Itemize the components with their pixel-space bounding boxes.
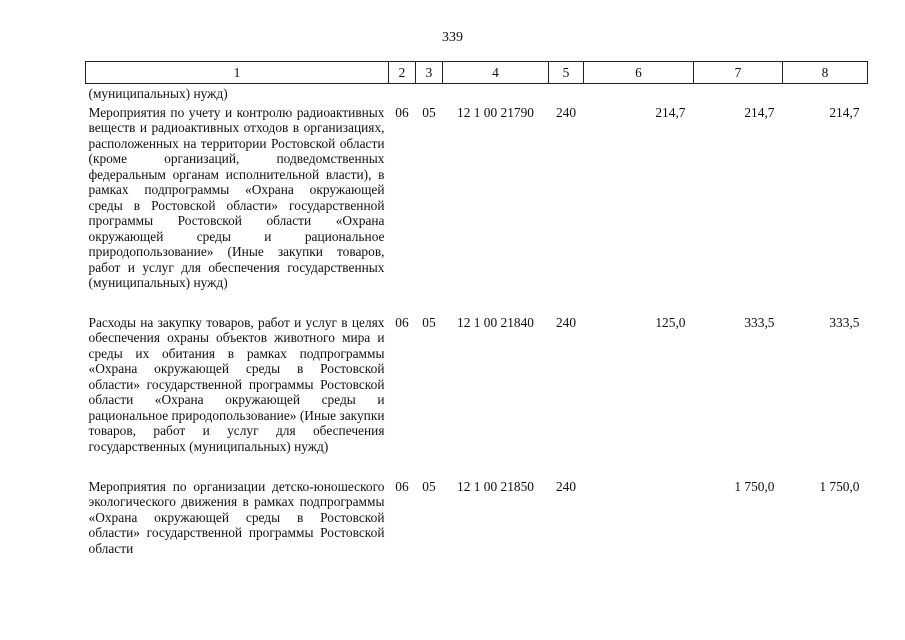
header-cell-4: 4 <box>443 62 549 84</box>
amount-col-7: 333,5 <box>744 314 775 330</box>
amount-col-8: 1 750,0 <box>819 478 860 494</box>
row-description: Расходы на закупку товаров, работ и услуг в целях обеспечения охраны объектов животного мира и среды их обитания в рамках подпрограммы «Охрана окружающей среды в Ростовской области» государственной программы Ростовской области «Охрана окружающей среды и рациональное природопользование» (Иные закупки товаров, работ и услуг для обеспечения государственных (муниципальных) нужд) <box>88 314 385 454</box>
table-row <box>86 476 868 558</box>
section-code: 06 <box>395 104 409 120</box>
page-number: 339 <box>442 30 463 45</box>
amount-col-6: 125,0 <box>655 314 686 330</box>
amount-col-6 <box>584 476 694 558</box>
header-cell-8: 8 <box>783 62 868 84</box>
target-article-code: 12 1 00 21840 <box>457 314 534 330</box>
header-cell-2: 2 <box>389 62 416 84</box>
row-description: Мероприятия по организации детско-юношеского экологического движения в рамках подпрограммы «Охрана окружающей среды в Ростовской области» государственной программы Ростовской области <box>88 478 385 556</box>
continuation-text: (муниципальных) нужд) <box>88 86 228 101</box>
section-code: 06 <box>395 314 409 330</box>
amount-col-7: 214,7 <box>744 104 775 120</box>
header-cell-3: 3 <box>416 62 443 84</box>
expense-type-code: 240 <box>555 104 577 120</box>
subsection-code: 05 <box>422 104 436 120</box>
expense-type-code: 240 <box>555 478 577 494</box>
section-code: 06 <box>395 478 409 494</box>
target-article-code: 12 1 00 21790 <box>457 104 534 120</box>
table-row <box>86 312 868 476</box>
subsection-code: 05 <box>422 478 436 494</box>
target-article-code: 12 1 00 21850 <box>457 478 534 494</box>
table-row <box>86 102 868 312</box>
header-cell-5: 5 <box>549 62 584 84</box>
continuation-row <box>86 84 868 102</box>
amount-col-8: 333,5 <box>829 314 860 330</box>
expense-type-code: 240 <box>555 314 577 330</box>
budget-table <box>85 61 868 557</box>
header-cell-1: 1 <box>86 62 389 84</box>
subsection-code: 05 <box>422 314 436 330</box>
amount-col-8: 214,7 <box>829 104 860 120</box>
amount-col-6: 214,7 <box>655 104 686 120</box>
header-cell-7: 7 <box>694 62 783 84</box>
header-cell-6: 6 <box>584 62 694 84</box>
amount-col-7: 1 750,0 <box>734 478 775 494</box>
header-row <box>86 62 868 84</box>
row-description: Мероприятия по учету и контролю радиоактивных веществ и радиоактивных отходов в организациях, расположенных на территории Ростовской области (кроме организаций, подведомственных федеральным органам исполнительной власти), в рамках подпрограммы «Охрана окружающей среды в Ростовской области» государственной программы Ростовской области «Охрана окружающей среды и рациональное природопользование» (Иные закупки товаров, работ и услуг для обеспечения государственных (муниципальных) нужд) <box>88 104 385 290</box>
